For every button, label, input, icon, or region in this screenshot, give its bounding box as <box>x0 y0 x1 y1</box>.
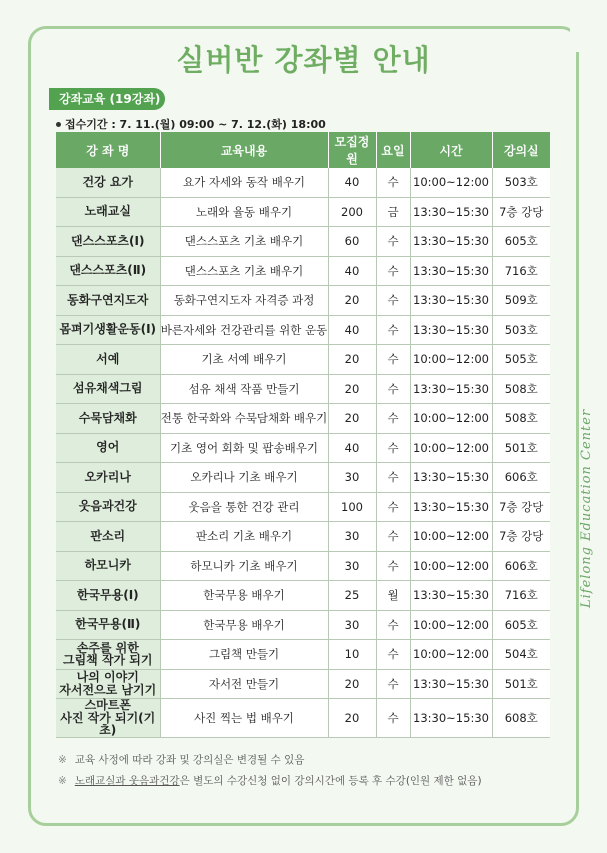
course-capacity: 20 <box>328 374 376 404</box>
course-room: 7층 강당 <box>492 492 550 522</box>
course-time: 13:30~15:30 <box>410 374 492 404</box>
table-row <box>56 522 550 552</box>
course-day: 수 <box>376 699 410 738</box>
course-capacity: 60 <box>328 227 376 257</box>
course-name: 건강 요가 <box>56 168 160 197</box>
course-name: 한국무용(Ⅰ) <box>56 581 160 611</box>
note-item <box>58 773 482 788</box>
course-day: 월 <box>376 581 410 611</box>
course-content: 웃음을 통한 건강 관리 <box>160 492 328 522</box>
table-row <box>56 286 550 316</box>
course-name: 웃음과건강 <box>56 492 160 522</box>
course-day: 수 <box>376 315 410 345</box>
course-day: 수 <box>376 433 410 463</box>
course-time: 13:30~15:30 <box>410 315 492 345</box>
course-room: 716호 <box>492 256 550 286</box>
header-time: 시간 <box>410 132 492 168</box>
header-content: 교육내용 <box>160 132 328 168</box>
course-content: 한국무용 배우기 <box>160 581 328 611</box>
course-name: 몸펴기생활운동(Ⅰ) <box>56 315 160 345</box>
course-content: 자서전 만들기 <box>160 669 328 699</box>
table-row <box>56 610 550 640</box>
course-name: 수묵담채화 <box>56 404 160 434</box>
course-time: 13:30~15:30 <box>410 492 492 522</box>
course-name: 오카리나 <box>56 463 160 493</box>
course-room: 7층 강당 <box>492 522 550 552</box>
table-row <box>56 227 550 257</box>
course-room: 7층 강당 <box>492 197 550 227</box>
course-name: 영어 <box>56 433 160 463</box>
course-time: 13:30~15:30 <box>410 581 492 611</box>
course-capacity: 200 <box>328 197 376 227</box>
note-mark: ※ <box>58 754 67 766</box>
table-header-row <box>56 132 550 168</box>
course-name: 동화구연지도자 <box>56 286 160 316</box>
course-room: 501호 <box>492 669 550 699</box>
course-name: 판소리 <box>56 522 160 552</box>
course-capacity: 30 <box>328 463 376 493</box>
note-highlight: 노래교실과 웃음과건강 <box>74 775 180 787</box>
course-content: 섬유 채색 작품 만들기 <box>160 374 328 404</box>
course-content: 요가 자세와 동작 배우기 <box>160 168 328 197</box>
course-day: 수 <box>376 640 410 670</box>
course-time: 10:00~12:00 <box>410 404 492 434</box>
course-day: 수 <box>376 669 410 699</box>
course-room: 501호 <box>492 433 550 463</box>
course-day: 수 <box>376 404 410 434</box>
course-room: 716호 <box>492 581 550 611</box>
course-day: 수 <box>376 227 410 257</box>
course-day: 수 <box>376 551 410 581</box>
course-time: 10:00~12:00 <box>410 551 492 581</box>
header-room: 강의실 <box>492 132 550 168</box>
course-content: 오카리나 기초 배우기 <box>160 463 328 493</box>
course-content: 댄스스포츠 기초 배우기 <box>160 256 328 286</box>
course-capacity: 30 <box>328 522 376 552</box>
note-text: 은 별도의 수강신청 없이 강의시간에 등록 후 수강(인원 제한 없음) <box>179 775 482 787</box>
course-capacity: 100 <box>328 492 376 522</box>
header-day: 요일 <box>376 132 410 168</box>
table-row <box>56 168 550 197</box>
table-row <box>56 345 550 375</box>
course-name-line1: 나의 이야기 <box>76 670 139 685</box>
table-row <box>56 197 550 227</box>
course-day: 수 <box>376 286 410 316</box>
course-table <box>56 132 550 738</box>
course-name <box>56 669 160 699</box>
course-content: 기초 영어 회화 및 팝송배우기 <box>160 433 328 463</box>
course-time: 13:30~15:30 <box>410 463 492 493</box>
course-name: 댄스스포츠(Ⅱ) <box>56 256 160 286</box>
course-time: 10:00~12:00 <box>410 345 492 375</box>
course-name: 섬유채색그림 <box>56 374 160 404</box>
course-content: 바른자세와 건강관리를 위한 운동 <box>160 315 328 345</box>
course-name: 하모니카 <box>56 551 160 581</box>
course-time: 13:30~15:30 <box>410 227 492 257</box>
table-row <box>56 699 550 738</box>
notes <box>58 752 482 794</box>
course-day: 수 <box>376 522 410 552</box>
course-time: 10:00~12:00 <box>410 433 492 463</box>
course-name-line1: 손주를 위한 <box>76 640 139 655</box>
course-content: 댄스스포츠 기초 배우기 <box>160 227 328 257</box>
course-content: 하모니카 기초 배우기 <box>160 551 328 581</box>
course-capacity: 40 <box>328 168 376 197</box>
course-name-line1: 스마트폰 <box>84 698 131 712</box>
course-content: 기초 서예 배우기 <box>160 345 328 375</box>
page-title: 실버반 강좌별 안내 <box>176 43 431 77</box>
course-time: 13:30~15:30 <box>410 699 492 738</box>
course-capacity: 20 <box>328 404 376 434</box>
course-content: 그림책 만들기 <box>160 640 328 670</box>
course-name <box>56 699 160 738</box>
course-capacity: 25 <box>328 581 376 611</box>
course-capacity: 10 <box>328 640 376 670</box>
course-room: 503호 <box>492 315 550 345</box>
course-content: 사진 찍는 법 배우기 <box>160 699 328 738</box>
course-room: 508호 <box>492 374 550 404</box>
table-row <box>56 256 550 286</box>
side-watermark-text: Lifelong Education Center <box>579 408 594 608</box>
course-capacity: 40 <box>328 433 376 463</box>
course-time: 10:00~12:00 <box>410 522 492 552</box>
note-item <box>58 752 482 767</box>
table-row <box>56 463 550 493</box>
table-row <box>56 581 550 611</box>
course-content: 전통 한국화와 수묵담채화 배우기 <box>160 404 328 434</box>
course-room: 606호 <box>492 463 550 493</box>
registration-period <box>56 116 326 132</box>
course-room: 504호 <box>492 640 550 670</box>
course-time: 13:30~15:30 <box>410 256 492 286</box>
course-capacity: 30 <box>328 610 376 640</box>
course-time: 10:00~12:00 <box>410 610 492 640</box>
course-capacity: 20 <box>328 699 376 738</box>
header-name: 강 좌 명 <box>56 132 160 168</box>
course-day: 수 <box>376 463 410 493</box>
course-name <box>56 640 160 670</box>
course-room: 503호 <box>492 168 550 197</box>
course-day: 수 <box>376 492 410 522</box>
bullet-icon <box>56 122 61 127</box>
course-day: 수 <box>376 374 410 404</box>
header-capacity: 모집정원 <box>328 132 376 168</box>
course-room: 509호 <box>492 286 550 316</box>
course-time: 13:30~15:30 <box>410 669 492 699</box>
course-name-line2: 그림책 작가 되기 <box>62 653 153 668</box>
course-capacity: 30 <box>328 551 376 581</box>
course-time: 13:30~15:30 <box>410 286 492 316</box>
registration-period-text: 접수기간 : 7. 11.(월) 09:00 ~ 7. 12.(화) 18:00 <box>65 118 326 131</box>
course-time: 10:00~12:00 <box>410 168 492 197</box>
course-day: 수 <box>376 610 410 640</box>
course-content: 판소리 기초 배우기 <box>160 522 328 552</box>
table-row <box>56 404 550 434</box>
course-content: 노래와 율동 배우기 <box>160 197 328 227</box>
course-room: 605호 <box>492 227 550 257</box>
course-capacity: 40 <box>328 315 376 345</box>
course-name-line2: 자서전으로 남기기 <box>59 682 157 697</box>
course-day: 수 <box>376 345 410 375</box>
course-room: 605호 <box>492 610 550 640</box>
course-content: 동화구연지도자 자격증 과정 <box>160 286 328 316</box>
course-capacity: 20 <box>328 345 376 375</box>
course-name: 댄스스포츠(Ⅰ) <box>56 227 160 257</box>
course-room: 608호 <box>492 699 550 738</box>
table-row <box>56 669 550 699</box>
section-label: 강좌교육 (19강좌) <box>49 88 165 110</box>
course-time: 10:00~12:00 <box>410 640 492 670</box>
course-capacity: 40 <box>328 256 376 286</box>
course-name: 한국무용(Ⅱ) <box>56 610 160 640</box>
note-text: 교육 사정에 따라 강좌 및 강의실은 변경될 수 있음 <box>74 754 305 766</box>
course-room: 508호 <box>492 404 550 434</box>
table-row <box>56 315 550 345</box>
table-row <box>56 551 550 581</box>
course-name-line2: 사진 작가 되기(기초) <box>60 710 156 738</box>
table-row <box>56 640 550 670</box>
course-capacity: 20 <box>328 286 376 316</box>
course-room: 505호 <box>492 345 550 375</box>
course-room: 606호 <box>492 551 550 581</box>
table-row <box>56 492 550 522</box>
course-day: 금 <box>376 197 410 227</box>
table-row <box>56 374 550 404</box>
course-day: 수 <box>376 168 410 197</box>
course-day: 수 <box>376 256 410 286</box>
course-capacity: 20 <box>328 669 376 699</box>
course-time: 13:30~15:30 <box>410 197 492 227</box>
course-name: 서예 <box>56 345 160 375</box>
course-content: 한국무용 배우기 <box>160 610 328 640</box>
course-name: 노래교실 <box>56 197 160 227</box>
note-mark: ※ <box>58 775 67 787</box>
table-row <box>56 433 550 463</box>
